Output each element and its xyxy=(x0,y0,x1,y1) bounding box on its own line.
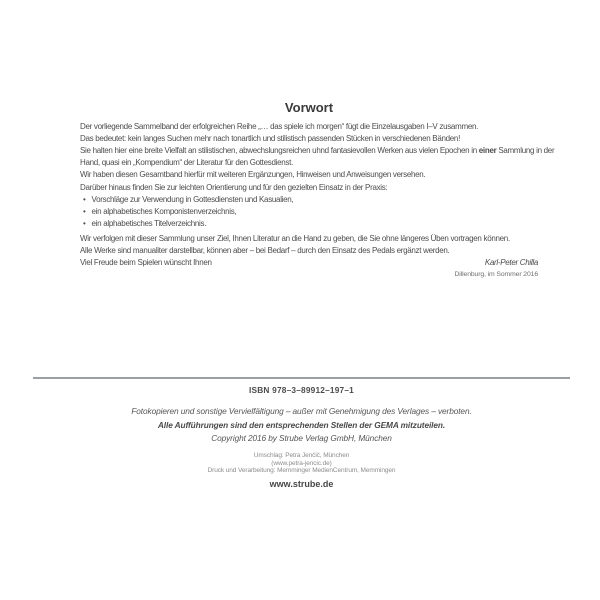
imprint-block xyxy=(33,377,570,490)
features-list xyxy=(80,194,538,230)
isbn: ISBN 978–3–89912–197–1 xyxy=(249,385,354,395)
copy-notice: Fotokopieren und sonstige Vervielfältigung – außer mit Genehmigung des Verlages – verboten. xyxy=(131,406,472,416)
bullet-icon: • xyxy=(83,195,86,204)
list-intro-line: Darüber hinaus finden Sie zur leichten Orientierung und für den gezielten Einsatz in der Praxis: xyxy=(80,183,388,192)
text-segment: Sammlung in der xyxy=(496,146,555,155)
author-signature: Karl-Peter Chilla xyxy=(484,258,538,267)
text-line xyxy=(80,145,555,157)
text-line: Alle Werke sind manualiter darstellbar, können aber – bei Bedarf – durch den Einsatz des Pedals ergänzt werden. xyxy=(80,246,450,255)
page-title: Vorwort xyxy=(284,100,334,115)
closing-wish: Viel Freude beim Spielen wünscht Ihnen xyxy=(80,258,212,267)
text-line: Hand, quasi ein „Kompendium“ der Literatur für den Gottesdienst. xyxy=(80,158,293,167)
publisher-website: www.strube.de xyxy=(269,478,334,489)
list-item xyxy=(80,194,538,206)
emphasized-word: einer xyxy=(478,146,497,155)
text-line: Wir verfolgen mit dieser Sammlung unser Ziel, Ihnen Literatur an die Hand zu geben, die Sie ohne längeres Üben vortragen können. xyxy=(80,234,510,243)
copyright-line: Copyright 2016 by Strube Verlag GmbH, München xyxy=(211,433,392,443)
goal-paragraph xyxy=(80,233,538,257)
list-item xyxy=(80,218,538,230)
preface-content xyxy=(80,100,555,279)
text-line: Das bedeutet: kein langes Suchen mehr nach tonartlich und stilistisch passenden Stücken in verschiedenen Bänden! xyxy=(80,134,460,143)
bullet-icon: • xyxy=(83,207,86,216)
bullet-icon: • xyxy=(83,219,86,228)
list-item-label: ein alphabetisches Titelverzeichnis. xyxy=(91,219,207,228)
list-item-label: Vorschläge zur Verwendung in Gottesdiensten und Kasualien, xyxy=(91,195,294,204)
list-item xyxy=(80,206,538,218)
intro-paragraph xyxy=(80,121,555,181)
cover-credit: Umschlag: Petra Jenčič, München xyxy=(253,452,350,459)
divider-line xyxy=(33,377,570,379)
text-line: Wir haben diesen Gesamtband hierfür mit weiteren Ergänzungen, Hinweisen und Anweisungen versehen. xyxy=(80,170,426,179)
cover-website: (www.petra-jencic.de) xyxy=(271,459,332,467)
print-credit: Druck und Verarbeitung: Memminger MedienCentrum, Memmingen xyxy=(207,467,396,474)
text-segment: Sie halten hier eine breite Vielfalt an stilistischen, abwechslungsreichen uhnd fantasievollen Werken aus vielen Epochen in xyxy=(80,146,479,155)
production-credits xyxy=(33,452,570,475)
text-line: Der vorliegende Sammelband der erfolgreichen Reihe „… das spiele ich morgen“ fügt die Einzelausgaben I–V zusammen. xyxy=(80,122,479,131)
signature-place-date: Dillenburg, im Sommer 2016 xyxy=(454,271,538,278)
closing-row xyxy=(80,257,538,269)
gema-notice: Alle Aufführungen sind den entsprechenden Stellen der GEMA mitzuteilen. xyxy=(157,420,446,430)
list-item-label: ein alphabetisches Komponistenverzeichnis, xyxy=(91,207,237,216)
